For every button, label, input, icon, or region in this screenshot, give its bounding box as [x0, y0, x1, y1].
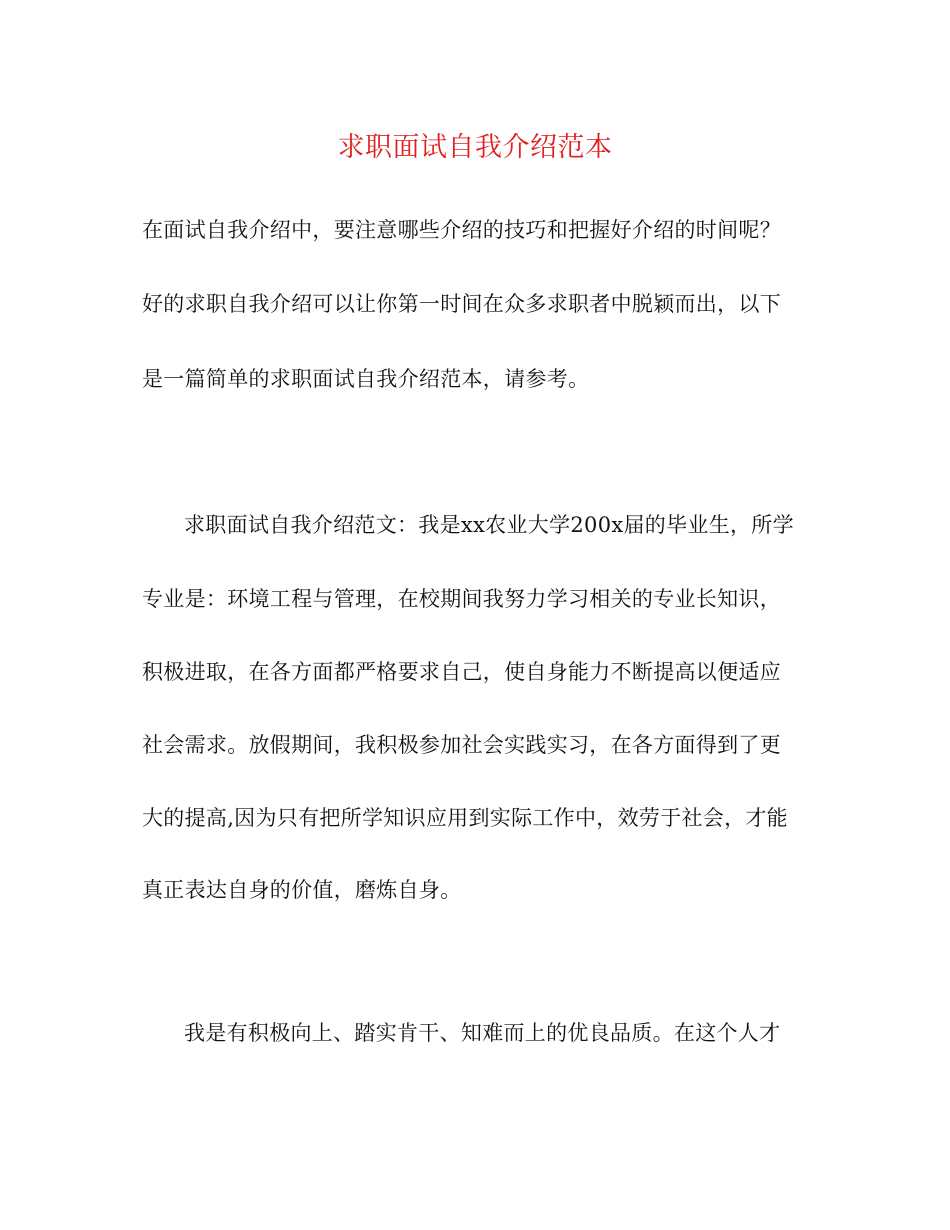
- paragraph1-line-4: 社会需求。放假期间，我积极参加社会实践实习，在各方面得到了更: [142, 733, 781, 757]
- paragraph2-line-1: 我是有积极向上、踏实肯干、知难而上的优良品质。在这个人才: [184, 1021, 781, 1045]
- intro-line-1: 在面试自我介绍中，要注意哪些介绍的技巧和把握好介绍的时间呢？: [142, 218, 781, 242]
- paragraph1-line-5: 大的提高,因为只有把所学知识应用到实际工作中，效劳于社会，才能: [142, 806, 788, 830]
- paragraph1-line-1: 求职面试自我介绍范文：我是xx农业大学200x届的毕业生，所学: [184, 513, 794, 537]
- page-title: 求职面试自我介绍范本: [337, 132, 613, 163]
- paragraph1-line-2: 专业是：环境工程与管理，在校期间我努力学习相关的专业长知识，: [142, 587, 781, 611]
- paragraph1-line-6: 真正表达自身的价值，磨炼自身。: [142, 878, 462, 902]
- intro-line-3: 是一篇简单的求职面试自我介绍范本，请参考。: [142, 367, 590, 391]
- intro-line-2: 好的求职自我介绍可以让你第一时间在众多求职者中脱颖而出，以下: [142, 292, 781, 316]
- paragraph1-line-3: 积极进取，在各方面都严格要求自己，使自身能力不断提高以便适应: [142, 660, 781, 684]
